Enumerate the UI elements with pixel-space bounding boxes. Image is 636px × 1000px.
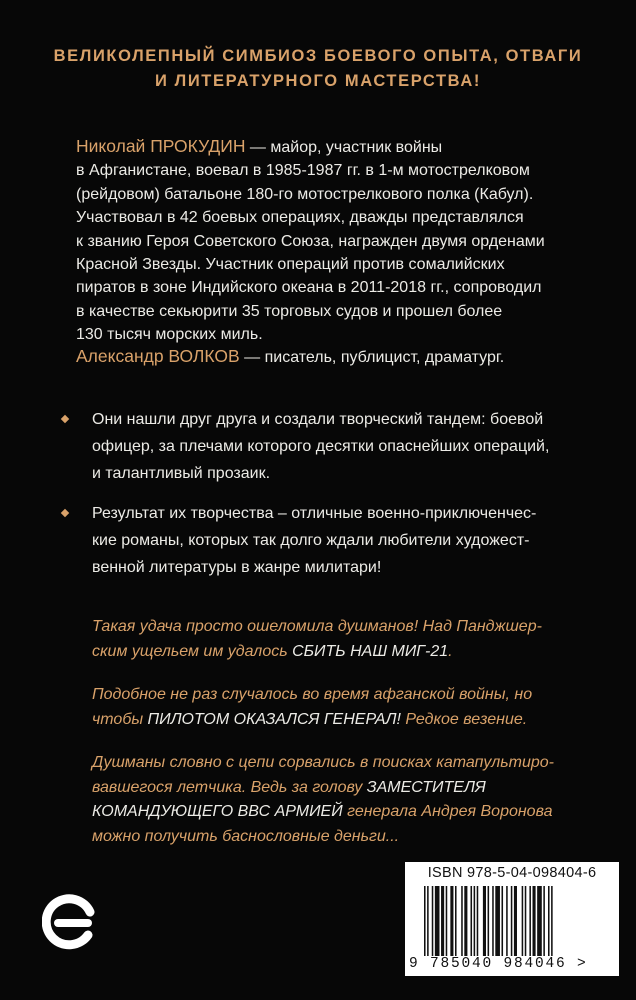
teaser-quote [92, 751, 592, 849]
bio-line: Красной Звезды. Участник операций против сомалийских [76, 256, 505, 274]
bullet-line: офицер, за плечами которого десятки опаснейших операций, [92, 438, 550, 456]
teaser-quote [92, 683, 592, 732]
barcode-bar [432, 886, 434, 956]
quote-line: можно получить баснословные деньги... [92, 827, 400, 845]
bullet-line: венной литературы в жанре милитари! [92, 559, 382, 577]
barcode-bars [422, 886, 608, 956]
bullet-line: и талантливый прозаик. [92, 465, 271, 483]
bullet-line: Результат их творчества – отличные военно-приключенчес- [92, 505, 537, 522]
bio-line: 130 тысяч морских миль. [76, 326, 263, 344]
quote-text: чтобы [92, 710, 148, 728]
quote-emphasis: ЗАМЕСТИТЕЛЯ [366, 778, 486, 796]
bio-line: — писатель, публицист, драматург. [239, 349, 505, 366]
teaser-quote [92, 615, 592, 664]
diamond-bullet-icon [61, 509, 69, 517]
bio-line: в качестве секьюрити 35 торговых судов и прошел более [76, 302, 503, 320]
publisher-logo-icon [42, 890, 102, 956]
bullet-paragraph [72, 406, 592, 488]
barcode-bar [529, 886, 531, 956]
diamond-bullet-icon [61, 415, 69, 423]
bullet-line: кие романы, которых так долго ждали любители художест- [92, 532, 530, 550]
bio-line: пиратов в зоне Индийского океана в 2011-2018 гг., сопроводил [76, 279, 542, 297]
bio-line: к званию Героя Советского Союза, награжден двумя орденами [76, 232, 545, 250]
bio-line: (рейдовом) батальоне 180-го мотострелкового полка (Кабул). [76, 185, 534, 203]
barcode-bar [477, 886, 479, 956]
tagline-line-2: И ЛИТЕРАТУРНОГО МАСТЕРСТВА! [155, 72, 481, 90]
bullet-paragraph [72, 500, 592, 582]
quote-emphasis: ПИЛОТОМ ОКАЗАЛСЯ ГЕНЕРАЛ! [147, 710, 401, 728]
quote-emphasis: СБИТЬ НАШ МИГ-21 [292, 642, 449, 660]
bullet-line: Они нашли друг друга и создали творческий тандем: боевой [92, 411, 544, 428]
barcode-bar [488, 886, 490, 956]
barcode-bar [551, 886, 553, 956]
barcode-bar [461, 886, 463, 956]
barcode-bar [533, 886, 536, 956]
quote-line: Подобное не раз случалось во время афганской войны, но [92, 686, 533, 703]
quote-line: Душманы словно с цепи сорвались в поисках катапультиро- [92, 754, 555, 771]
barcode-bar [427, 886, 429, 956]
quote-emphasis: КОМАНДУЮЩЕГО ВВС АРМИЕЙ [92, 803, 343, 820]
quote-text: вавшегося летчика. Ведь за голову [92, 778, 367, 796]
bio-line: Участвовал в 42 боевых операциях, дважды представлялся [76, 209, 524, 227]
barcode-bar [522, 886, 524, 956]
barcode-bar [455, 886, 457, 956]
author-name: Николай ПРОКУДИН [76, 136, 246, 156]
tagline [40, 44, 596, 94]
author-name: Александр ВОЛКОВ [76, 346, 240, 366]
barcode-digits: 9 785040 984046 > [409, 956, 588, 972]
quote-text: Редкое везение. [400, 710, 528, 728]
barcode-bar [474, 886, 476, 956]
bio-line: в Афганистане, воевал в 1985-1987 гг. в 1-м мотострелковом [76, 162, 530, 180]
barcode-bar [543, 886, 545, 956]
barcode-bar [435, 886, 440, 956]
barcode-bar [511, 886, 513, 956]
author-bio-volkov [76, 345, 596, 369]
barcode-bar [471, 886, 473, 956]
barcode-bar [424, 886, 426, 956]
barcode-bar [537, 886, 542, 956]
quote-line: Такая удача просто ошеломила душманов! Над Панджшер- [92, 618, 542, 635]
barcode-bar [441, 886, 444, 956]
barcode-bar [525, 886, 527, 956]
isbn-label: ISBN 978-5-04-098404-6 [427, 865, 597, 881]
author-bio-prokudin [76, 135, 596, 347]
quote-text: ским ущельем им удалось [92, 642, 293, 660]
tagline-line-1: ВЕЛИКОЛЕПНЫЙ СИМБИОЗ БОЕВОГО ОПЫТА, ОТВАГИ [53, 47, 583, 65]
barcode-bar [446, 886, 448, 956]
barcode [405, 862, 619, 976]
barcode-bar [514, 886, 517, 956]
barcode-bar [502, 886, 504, 956]
barcode-bar [450, 886, 453, 956]
barcode-bar [492, 886, 494, 956]
barcode-bar [506, 886, 508, 956]
quote-text: . [448, 642, 453, 660]
quote-text: генерала Андрея Воронова [342, 803, 553, 820]
barcode-bar [464, 886, 467, 956]
barcode-bar [483, 886, 486, 956]
barcode-bar [495, 886, 500, 956]
barcode-bar [548, 886, 550, 956]
bio-line: — майор, участник войны [245, 139, 443, 156]
